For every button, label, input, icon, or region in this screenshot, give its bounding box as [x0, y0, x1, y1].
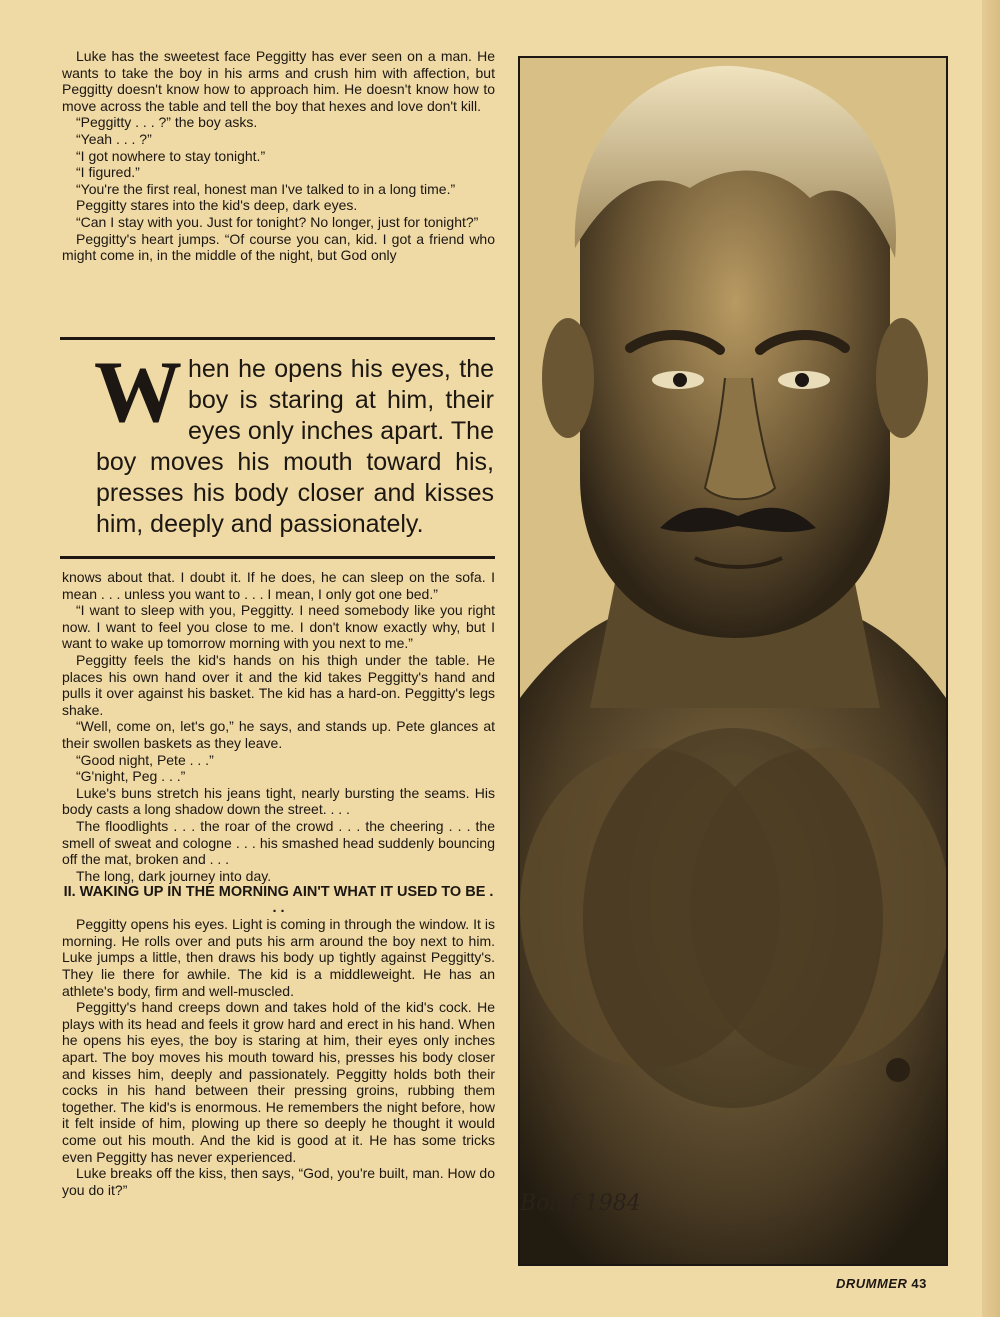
paragraph: Peggitty's heart jumps. “Of course you can, kid. I got a friend who might come in, in the middle of the night, but God only [62, 230, 495, 264]
pull-quote-body: hen he opens his eyes, the boy is staring at him, their eyes only inches apart. The boy moves his mouth toward his, presses his body closer and kisses him, deeply and passionately. [96, 355, 494, 538]
chest-hair [583, 728, 883, 1108]
magazine-name: DRUMMER [836, 1276, 908, 1291]
paragraph: “Can I stay with you. Just for tonight? No longer, just for tonight?” [76, 213, 479, 230]
paragraph: “Peggitty . . . ?” the boy asks. [76, 114, 258, 131]
paragraph: Peggitty feels the kid's hands on his thigh under the table. He places his own hand over it and the kid takes Peggitty's hand and pulls it over against his basket. The kid has a hard-on. Peggitty's legs shake. [62, 651, 495, 718]
right-ear [876, 318, 928, 438]
paragraph: “I want to sleep with you, Peggitty. I need somebody like you right now. I want to feel you close to me. I don't know exactly why, but I want to wake up tomorrow morning with you next to me.” [62, 602, 495, 652]
paragraph: Luke has the sweetest face Peggitty has ever seen on a man. He wants to take the boy in his arms and crush him with affection, but Peggitty doesn't know how to approach him. He doesn't know how to move across the table and tell the boy that hexes and love don't kill. [62, 48, 495, 114]
paragraph: “I got nowhere to stay tonight.” [76, 147, 266, 164]
page-number: 43 [911, 1276, 927, 1291]
paragraph: Luke's buns stretch his jeans tight, nearly bursting the seams. His body casts a long shadow down the street. . . . [62, 784, 495, 818]
paragraph: The floodlights . . . the roar of the crowd . . . the cheering . . . the smell of sweat and cologne . . . his smashed head suddenly bouncing off the mat, broken and . . . [62, 817, 495, 868]
paragraph: “Good night, Pete . . .” [76, 751, 214, 768]
portrait-drawing [520, 58, 946, 1264]
artist-signature: Bolaf 1984 [520, 1191, 641, 1216]
lower-text-block [62, 569, 495, 1198]
left-iris [673, 373, 687, 387]
page-footer [836, 1276, 927, 1291]
section-heading: II. WAKING UP IN THE MORNING AIN'T WHAT IT USED TO BE . . . [63, 884, 494, 917]
drop-cap: W [94, 344, 182, 441]
right-iris [795, 373, 809, 387]
paragraph: Peggitty's hand creeps down and takes hold of the kid's cock. He plays with its head and feels it grow hard and erect in his hand. When he opens his eyes, the boy is staring at him, their eyes only inches apart. The boy moves his mouth toward his, presses his body closer and kisses him, deeply and passionately. Peggitty holds both their cocks in his hand between their pressing groins, rubbing them together. The kid's is enormous. He remembers the night before, how it felt inside of him, plowing up there so deeply he thought it would come out his mouth. And the kid is good at it. He has some tricks even Peggitty has never experienced. [62, 999, 495, 1165]
paragraph: Luke breaks off the kiss, then says, “God, you're built, man. How do you do it?” [62, 1165, 495, 1198]
paragraph: “G'night, Peg . . .” [76, 768, 186, 785]
upper-text-block [62, 48, 495, 264]
paragraph: Peggitty opens his eyes. Light is coming in through the window. It is morning. He rolls over and puts his arm around the boy next to him. Luke jumps a little, then draws his body up tightly against Peggitty's. They lie there for awhile. The kid is a middleweight. He has an athlete's body, firm and well-muscled. [62, 916, 495, 999]
nipple [886, 1058, 910, 1082]
paragraph: “Well, come on, let's go,” he says, and stands up. Pete glances at their swollen baskets as they leave. [62, 718, 495, 751]
page-edge [982, 0, 1000, 1317]
pull-quote [60, 337, 495, 559]
paragraph: knows about that. I doubt it. If he does, he can sleep on the sofa. I mean . . . unless you want to . . . I mean, I only got one bed.” [62, 569, 495, 602]
paragraph: “I figured.” [76, 164, 140, 181]
left-ear [542, 318, 594, 438]
paragraph: Peggitty stares into the kid's deep, dark eyes. [76, 197, 358, 214]
portrait-illustration [518, 56, 948, 1266]
paragraph: “Yeah . . . ?” [76, 130, 152, 147]
pull-quote-text [94, 344, 494, 540]
paragraph: The long, dark journey into day. [76, 867, 272, 884]
paragraph: “You're the first real, honest man I've talked to in a long time.” [76, 180, 456, 197]
